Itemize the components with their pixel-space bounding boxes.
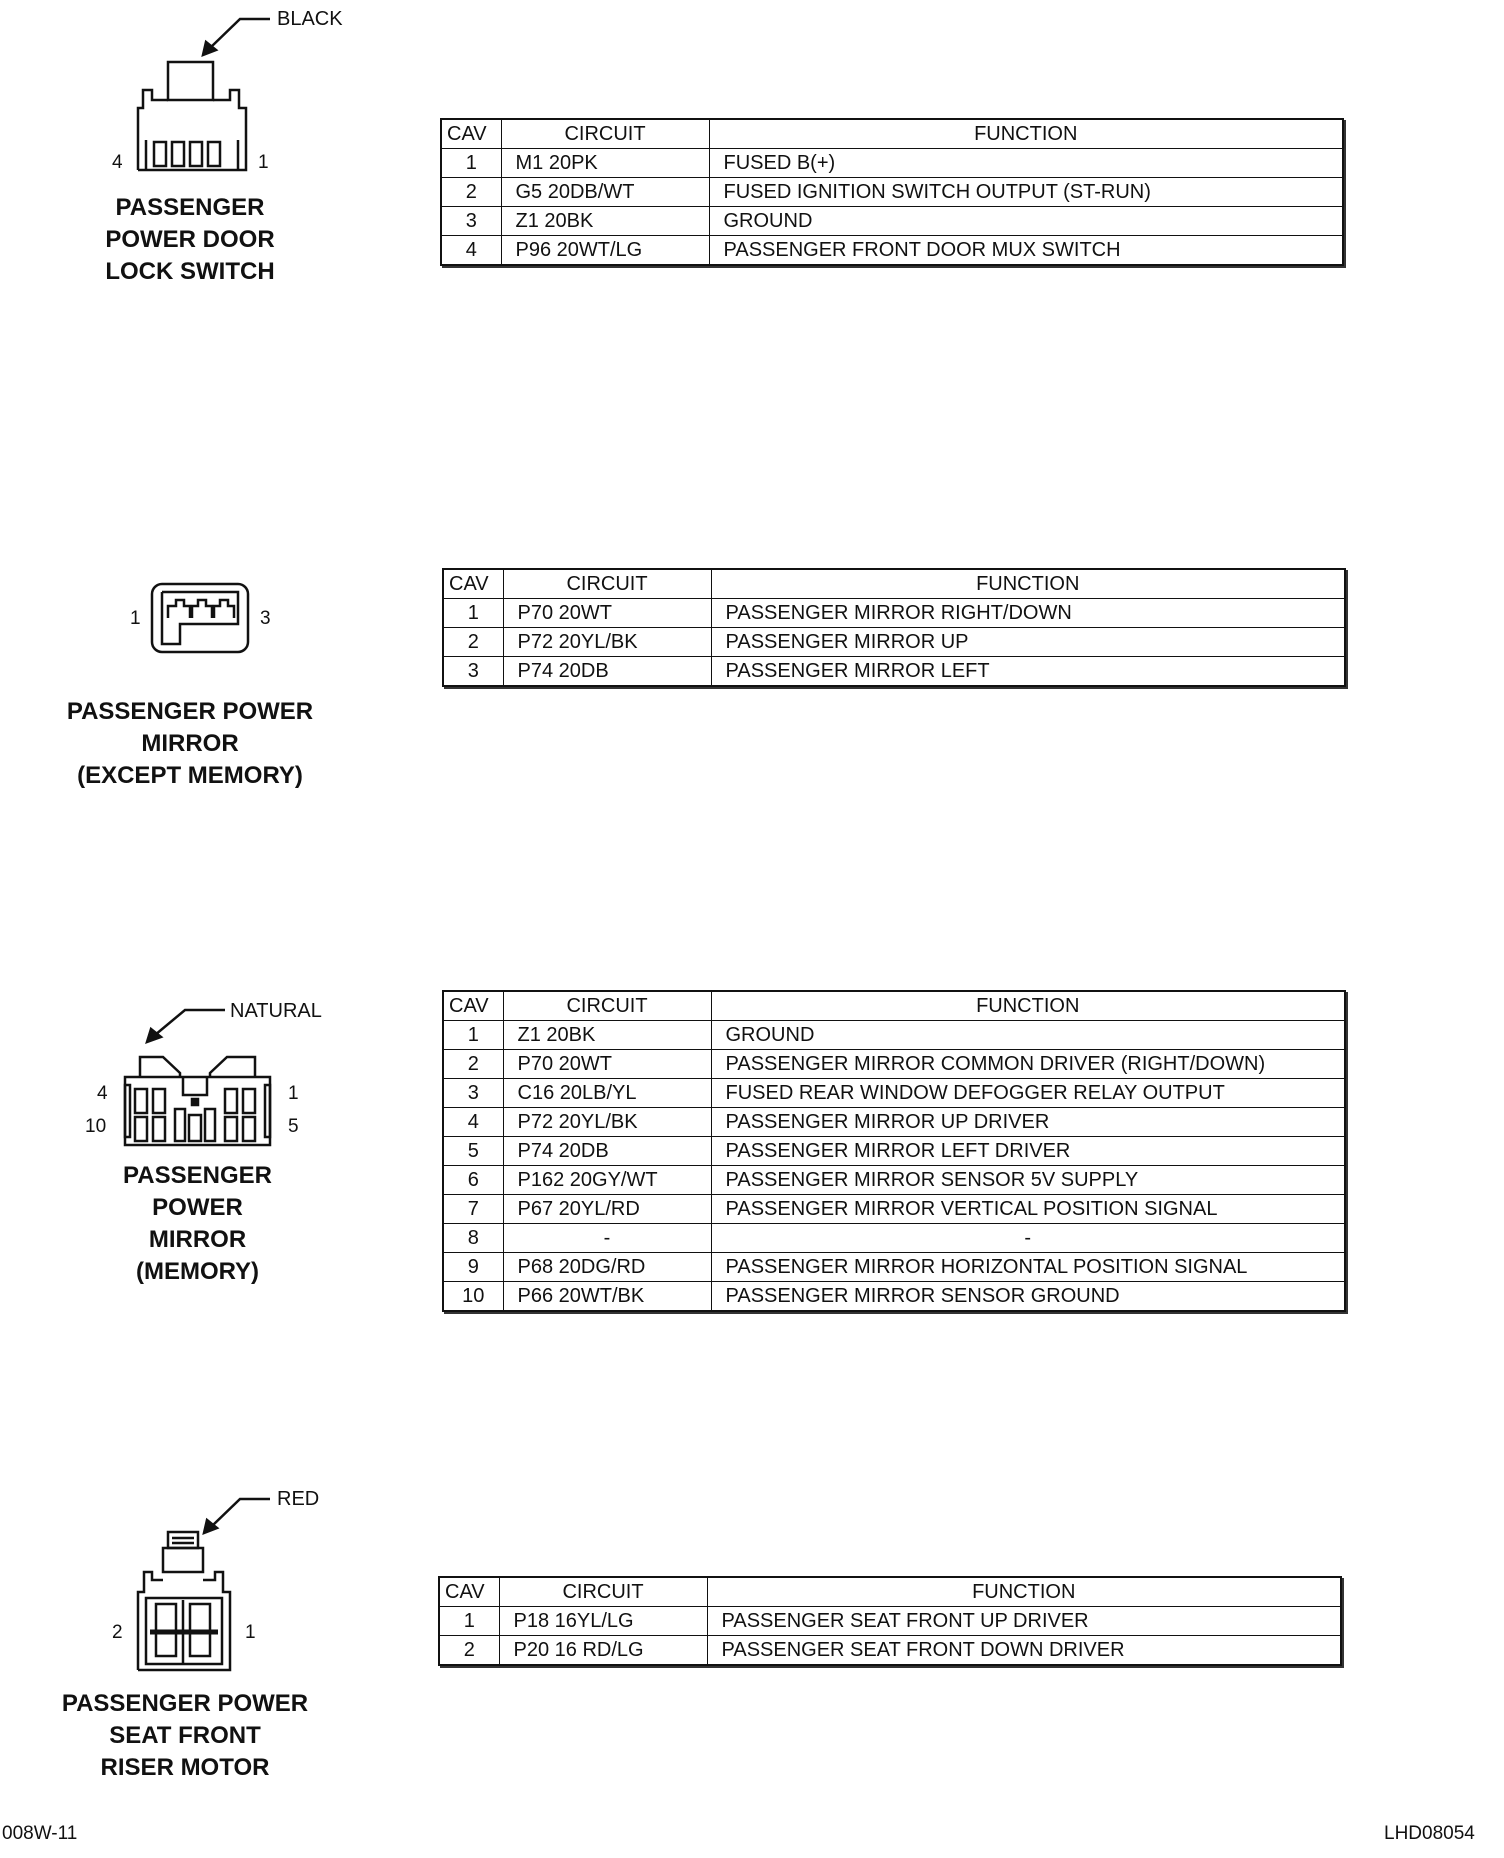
cell-cav: 6 xyxy=(443,1166,503,1195)
cell-circuit: P66 20WT/BK xyxy=(503,1282,711,1312)
cell-circuit: P20 16 RD/LG xyxy=(499,1636,707,1666)
cell-circuit: P72 20YL/BK xyxy=(503,628,711,657)
connector-title xyxy=(55,696,325,792)
header-cav: CAV xyxy=(439,1577,499,1607)
cell-function: PASSENGER MIRROR UP DRIVER xyxy=(711,1108,1345,1137)
cell-circuit: P70 20WT xyxy=(503,599,711,628)
table-row xyxy=(443,1021,1345,1050)
connector-title xyxy=(50,1688,320,1784)
table-row xyxy=(443,1108,1345,1137)
cell-cav: 9 xyxy=(443,1253,503,1282)
cell-cav: 1 xyxy=(443,599,503,628)
table-row xyxy=(443,1166,1345,1195)
connector-title-line: PASSENGER POWER xyxy=(61,1690,309,1717)
pin-label: 4 xyxy=(112,152,123,173)
table-row xyxy=(441,236,1343,266)
cell-cav: 10 xyxy=(443,1282,503,1312)
table-header-row xyxy=(443,991,1345,1021)
cell-circuit: P68 20DG/RD xyxy=(503,1253,711,1282)
cell-function: PASSENGER MIRROR SENSOR 5V SUPPLY xyxy=(711,1166,1345,1195)
table-header-row xyxy=(439,1577,1341,1607)
pinout-table xyxy=(440,118,1344,266)
table-row xyxy=(443,1079,1345,1108)
header-circuit: CIRCUIT xyxy=(503,991,711,1021)
pin-label: 1 xyxy=(288,1083,299,1104)
pin-label: 10 xyxy=(85,1116,107,1137)
connector-3pin-icon xyxy=(120,570,300,670)
cell-cav: 1 xyxy=(439,1607,499,1636)
header-function: FUNCTION xyxy=(709,119,1343,149)
connector-title-line: PASSENGER POWER xyxy=(66,698,314,725)
header-cav: CAV xyxy=(443,569,503,599)
cell-circuit: Z1 20BK xyxy=(501,207,709,236)
connector-title xyxy=(80,1160,315,1288)
table-row xyxy=(439,1607,1341,1636)
table-header-row xyxy=(443,569,1345,599)
table-row xyxy=(443,1195,1345,1224)
cell-cav: 2 xyxy=(443,628,503,657)
cell-circuit: P74 20DB xyxy=(503,657,711,687)
pin-label: 1 xyxy=(130,608,141,629)
connector-title-line: (EXCEPT MEMORY) xyxy=(77,762,303,789)
cell-cav: 3 xyxy=(441,207,501,236)
cell-circuit: P18 16YL/LG xyxy=(499,1607,707,1636)
cell-function: FUSED REAR WINDOW DEFOGGER RELAY OUTPUT xyxy=(711,1079,1345,1108)
cell-cav: 2 xyxy=(441,178,501,207)
cell-function: PASSENGER MIRROR RIGHT/DOWN xyxy=(711,599,1345,628)
cell-circuit: M1 20PK xyxy=(501,149,709,178)
pinout-table xyxy=(438,1576,1342,1666)
header-circuit: CIRCUIT xyxy=(503,569,711,599)
footer-page-code: 008W-11 xyxy=(2,1823,78,1844)
connector-title xyxy=(65,192,315,288)
connector-title-line: PASSENGER xyxy=(115,194,265,221)
cell-function: FUSED B(+) xyxy=(709,149,1343,178)
table-row xyxy=(441,178,1343,207)
pin-label: 3 xyxy=(260,608,271,629)
table-row xyxy=(443,1137,1345,1166)
connector-title-line: MIRROR xyxy=(148,1226,247,1253)
cell-cav: 4 xyxy=(443,1108,503,1137)
cell-circuit: P70 20WT xyxy=(503,1050,711,1079)
cell-cav: 8 xyxy=(443,1224,503,1253)
header-circuit: CIRCUIT xyxy=(501,119,709,149)
connector-title-line: RISER MOTOR xyxy=(100,1754,270,1781)
pin-label: 1 xyxy=(245,1622,256,1643)
table-row xyxy=(441,149,1343,178)
cell-circuit: Z1 20BK xyxy=(503,1021,711,1050)
pin-label: 2 xyxy=(112,1622,123,1643)
connector-color-label: NATURAL xyxy=(230,1000,322,1022)
cell-function: GROUND xyxy=(709,207,1343,236)
footer-figure-id: LHD08054 xyxy=(1384,1823,1475,1844)
cell-circuit: C16 20LB/YL xyxy=(503,1079,711,1108)
cell-function: PASSENGER MIRROR HORIZONTAL POSITION SIGNAL xyxy=(711,1253,1345,1282)
table-row xyxy=(443,1282,1345,1312)
cell-function: PASSENGER MIRROR LEFT xyxy=(711,657,1345,687)
connector-color-label: RED xyxy=(277,1488,320,1510)
connector-title-line: POWER DOOR xyxy=(105,226,275,253)
header-cav: CAV xyxy=(443,991,503,1021)
cell-cav: 3 xyxy=(443,1079,503,1108)
header-function: FUNCTION xyxy=(711,569,1345,599)
cell-function: PASSENGER SEAT FRONT DOWN DRIVER xyxy=(707,1636,1341,1666)
cell-circuit: P72 20YL/BK xyxy=(503,1108,711,1137)
cell-function: PASSENGER SEAT FRONT UP DRIVER xyxy=(707,1607,1341,1636)
table-header-row xyxy=(441,119,1343,149)
cell-circuit: - xyxy=(503,1224,711,1253)
connector-diagram xyxy=(120,570,300,670)
table-row xyxy=(443,1050,1345,1079)
cell-circuit: P74 20DB xyxy=(503,1137,711,1166)
pin-label: 4 xyxy=(97,1083,108,1104)
cell-function: PASSENGER MIRROR VERTICAL POSITION SIGNAL xyxy=(711,1195,1345,1224)
cell-function: PASSENGER MIRROR UP xyxy=(711,628,1345,657)
cell-function: PASSENGER FRONT DOOR MUX SWITCH xyxy=(709,236,1343,266)
pin-label: 5 xyxy=(288,1116,299,1137)
cell-cav: 5 xyxy=(443,1137,503,1166)
table-row xyxy=(443,1224,1345,1253)
table-row xyxy=(443,599,1345,628)
connector-color-label: BLACK xyxy=(277,8,343,30)
cell-cav: 2 xyxy=(439,1636,499,1666)
header-function: FUNCTION xyxy=(711,991,1345,1021)
header-function: FUNCTION xyxy=(707,1577,1341,1607)
connector-title-line: POWER xyxy=(152,1194,243,1221)
cell-cav: 1 xyxy=(441,149,501,178)
cell-circuit: P96 20WT/LG xyxy=(501,236,709,266)
pin-label: 1 xyxy=(258,152,269,173)
table-row xyxy=(441,207,1343,236)
cell-cav: 7 xyxy=(443,1195,503,1224)
table-row xyxy=(443,1253,1345,1282)
header-circuit: CIRCUIT xyxy=(499,1577,707,1607)
cell-circuit: P67 20YL/RD xyxy=(503,1195,711,1224)
cell-function: PASSENGER MIRROR SENSOR GROUND xyxy=(711,1282,1345,1312)
cell-cav: 3 xyxy=(443,657,503,687)
cell-function: - xyxy=(711,1224,1345,1253)
table-row xyxy=(443,657,1345,687)
connector-title-line: PASSENGER xyxy=(123,1162,272,1189)
cell-cav: 4 xyxy=(441,236,501,266)
cell-cav: 2 xyxy=(443,1050,503,1079)
cell-circuit: P162 20GY/WT xyxy=(503,1166,711,1195)
cell-function: GROUND xyxy=(711,1021,1345,1050)
connector-diagram xyxy=(100,0,343,180)
pinout-table xyxy=(442,568,1346,687)
cell-function: PASSENGER MIRROR COMMON DRIVER (RIGHT/DOWN) xyxy=(711,1050,1345,1079)
table-row xyxy=(439,1636,1341,1666)
connector-title-line: LOCK SWITCH xyxy=(105,258,275,285)
cell-function: PASSENGER MIRROR LEFT DRIVER xyxy=(711,1137,1345,1166)
cell-function: FUSED IGNITION SWITCH OUTPUT (ST-RUN) xyxy=(709,178,1343,207)
connector-diagram xyxy=(85,985,335,1150)
header-cav: CAV xyxy=(441,119,501,149)
pinout-table xyxy=(442,990,1346,1312)
cell-cav: 1 xyxy=(443,1021,503,1050)
connector-diagram xyxy=(100,1480,340,1680)
connector-title-line: (MEMORY) xyxy=(135,1258,260,1285)
connector-title-line: MIRROR xyxy=(141,730,239,757)
table-row xyxy=(443,628,1345,657)
cell-circuit: G5 20DB/WT xyxy=(501,178,709,207)
connector-title-line: SEAT FRONT xyxy=(109,1722,261,1749)
